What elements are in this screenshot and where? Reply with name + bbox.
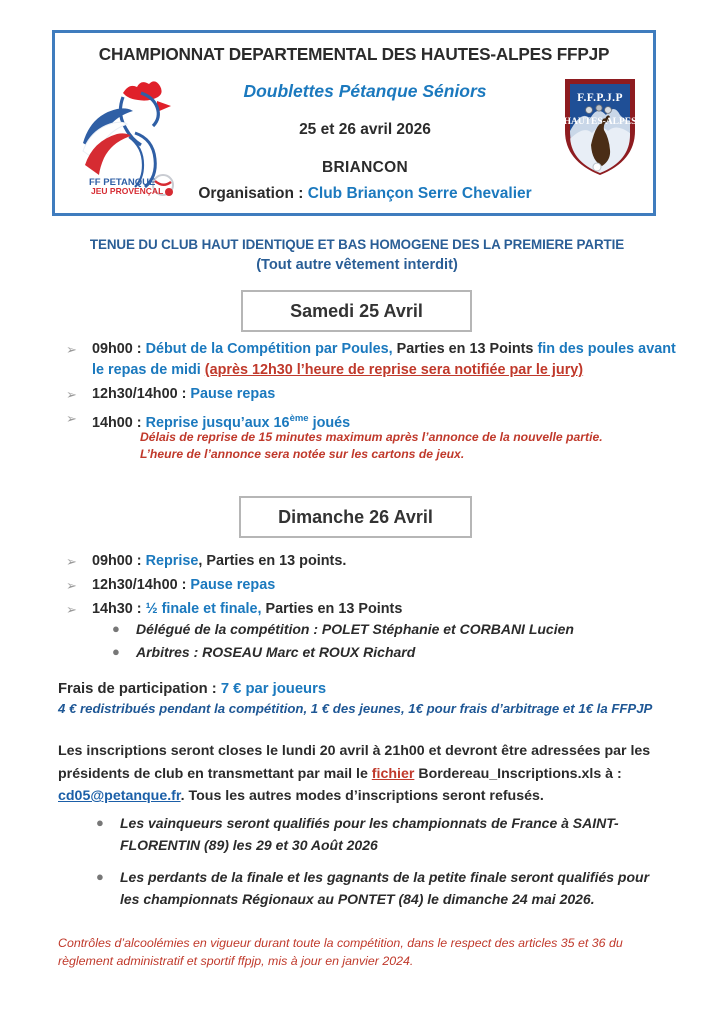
- schedule-item-text: [92, 599, 682, 620]
- schedule-time: 09h00 :: [92, 341, 146, 357]
- dress-code-line-1: TENUE DU CLUB HAUT IDENTIQUE ET BAS HOMOGENE DES LA PREMIERE PARTIE: [89, 237, 625, 252]
- ffpjp-hautes-alpes-crest-icon: [561, 75, 639, 179]
- arrow-bullet-icon: ➢: [66, 602, 77, 617]
- list-item: [96, 866, 672, 910]
- qualification-list: [96, 812, 672, 920]
- schedule-detail-dark: , Parties en 13 points.: [198, 553, 347, 569]
- event-subtitle: Doublettes Pétanque Séniors: [243, 81, 487, 101]
- crest-text-federation: F.F.P.J.P: [577, 92, 623, 104]
- arrow-bullet-icon: ➢: [66, 387, 77, 402]
- schedule-item-text: [92, 384, 682, 405]
- resume-delay-note: [140, 429, 680, 463]
- schedule-ordinal-superscript: ème: [289, 413, 309, 424]
- dot-bullet-icon: ●: [96, 869, 104, 884]
- registration-paragraph: [58, 740, 658, 808]
- schedule-item: [62, 384, 682, 405]
- ff-petanque-logo-text-line2: JEU PROVENÇAL: [91, 186, 164, 196]
- schedule-item-text: [92, 551, 682, 572]
- registration-text-part-3: . Tous les autres modes d’inscriptions seront refusés.: [180, 788, 544, 804]
- event-dates: 25 et 26 avril 2026: [299, 121, 431, 138]
- list-item: [112, 618, 672, 640]
- schedule-detail-blue-2: joués: [308, 414, 351, 431]
- fee-breakdown-note: 4 € redistribués pendant la compétition, 1 € des jeunes, 1€ pour frais d’arbitrage et 1€ la FFPJP: [58, 701, 653, 716]
- dress-code-notice: [0, 234, 714, 276]
- organisation-value: Club Briançon Serre Chevalier: [307, 185, 532, 202]
- schedule-item: [62, 575, 682, 596]
- schedule-detail-blue-2: fin des poules avant le repas de midi: [92, 341, 676, 378]
- event-header-box: [52, 30, 656, 216]
- list-item: [112, 641, 672, 663]
- alcohol-control-note-line-2: règlement administratif et sportif ffpjp, mis à jour en janvier 2024.: [58, 954, 414, 968]
- qualification-winners: Les vainqueurs seront qualifiés pour les championnats de France à SAINT-FLORENTIN (89) les 29 et 30 Août 2026: [120, 815, 619, 853]
- registration-email-link[interactable]: cd05@petanque.fr: [58, 788, 181, 804]
- schedule-time: 12h30/14h00 :: [92, 386, 191, 402]
- participation-fee: [58, 679, 698, 700]
- official-referees: Arbitres : ROSEAU Marc et ROUX Richard: [136, 644, 416, 660]
- schedule-time: 09h00 :: [92, 553, 146, 569]
- resume-delay-note-line-2: L’heure de l’annonce sera notée sur les cartons de jeux.: [140, 447, 465, 461]
- schedule-warning-red: (après 12h30 l’heure de reprise sera notifiée par le jury): [204, 362, 584, 378]
- schedule-item: [62, 551, 682, 572]
- schedule-detail-dark: Parties en 13 Points: [261, 601, 403, 617]
- ff-petanque-logo: [71, 73, 195, 201]
- registration-text-part-2: Bordereau_Inscriptions.xls à :: [414, 765, 622, 782]
- schedule-sunday: [62, 551, 682, 623]
- page-title: CHAMPIONNAT DEPARTEMENTAL DES HAUTES-ALPES FFPJP: [98, 44, 610, 64]
- ff-petanque-logo-text-line1: FF PETANQUE: [89, 177, 156, 188]
- participation-fee-label: Frais de participation :: [58, 681, 217, 697]
- list-item: [96, 812, 672, 856]
- schedule-item: [62, 339, 682, 381]
- day-heading-saturday: Samedi 25 Avril: [241, 290, 472, 332]
- arrow-bullet-icon: ➢: [66, 578, 77, 593]
- schedule-item-text: [92, 339, 682, 381]
- arrow-bullet-icon: ➢: [66, 342, 77, 357]
- schedule-detail-blue: Début de la Compétition par Poules,: [145, 341, 393, 357]
- registration-file-keyword: fichier: [371, 765, 415, 782]
- day-heading-sunday: Dimanche 26 Avril: [239, 496, 472, 538]
- schedule-item-text: [92, 575, 682, 596]
- schedule-saturday: [62, 339, 682, 437]
- registration-text-part-1: Les inscriptions seront closes le lundi 20 avril à 21h00 et devront être adressées par les présidents de club en transmettant par mail le: [58, 743, 651, 782]
- crest-text-department: HAUTES-ALPES: [563, 117, 637, 127]
- resume-delay-note-line-1: Délais de reprise de 15 minutes maximum après l’annonce de la nouvelle partie.: [140, 430, 603, 444]
- schedule-item: [62, 599, 682, 620]
- schedule-detail-blue: Reprise jusqu’aux 16: [145, 414, 290, 431]
- officials-list: [112, 618, 672, 664]
- alcohol-control-note-line-1: Contrôles d’alcoolémies en vigueur durant toute la compétition, dans le respect des articles 35 et 36 du: [58, 936, 623, 950]
- dress-code-line-2: (Tout autre vêtement interdit): [256, 257, 458, 273]
- schedule-detail-blue: ½ finale et finale,: [145, 601, 262, 617]
- organisation-label: Organisation :: [198, 185, 304, 202]
- dot-bullet-icon: ●: [96, 815, 104, 830]
- schedule-detail-dark: Parties en 13 Points: [392, 341, 538, 357]
- event-city: BRIANCON: [322, 159, 408, 176]
- schedule-time: 12h30/14h00 :: [92, 577, 191, 593]
- dot-bullet-icon: ●: [112, 621, 120, 636]
- schedule-time: 14h30 :: [92, 601, 146, 617]
- official-delegate: Délégué de la compétition : POLET Stéphanie et CORBANI Lucien: [136, 621, 574, 637]
- alcohol-control-note: [58, 934, 668, 970]
- dot-bullet-icon: ●: [112, 644, 120, 659]
- schedule-detail-blue: Pause repas: [190, 577, 276, 593]
- schedule-detail-blue: Reprise: [145, 553, 199, 569]
- schedule-time: 14h00 :: [92, 414, 146, 431]
- event-organisation: [155, 185, 575, 203]
- arrow-bullet-icon: ➢: [66, 411, 77, 426]
- schedule-detail-blue: Pause repas: [190, 386, 276, 402]
- participation-fee-value: 7 € par joueurs: [220, 681, 327, 697]
- qualification-regional: Les perdants de la finale et les gagnants de la petite finale seront qualifiés pour les championnats Régionaux au PONTET (84) le dimanche 24 mai 2026.: [120, 869, 650, 907]
- arrow-bullet-icon: ➢: [66, 554, 77, 569]
